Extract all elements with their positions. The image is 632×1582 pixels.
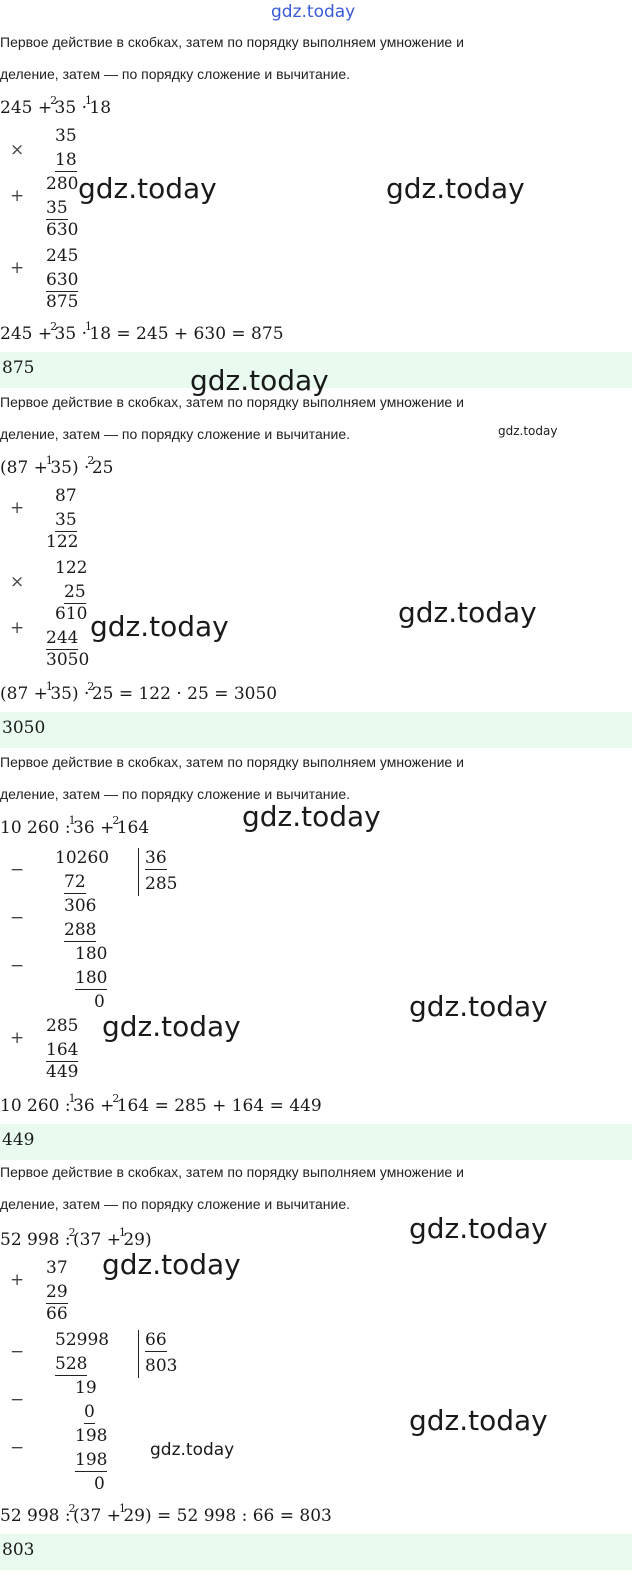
task1-answer: 875: [2, 358, 35, 378]
task1-mul-result: 630: [46, 220, 79, 240]
task4-expression: 52 998 :$^2$ (37 +$^1$ 29): [0, 1226, 152, 1250]
task3-rem-2: 180: [75, 944, 108, 964]
task4-rem-2: 198: [75, 1426, 108, 1446]
watermark: gdz.today: [102, 1010, 241, 1043]
rule-line-1: Первое действие в скобках, затем по порядку выполняем умножение и: [0, 394, 464, 410]
task1-mul-b: 18: [55, 150, 77, 170]
task4-minus-sign-2: −: [10, 1390, 25, 1410]
task4-minus-sign-1: −: [10, 1342, 25, 1362]
task3-final: 10 260 :$^1$ 36 +$^2$ 164 = 285 + 164 = 449: [0, 1092, 322, 1116]
task2-add-a: 87: [55, 486, 77, 506]
task1-plus-sign-1: +: [10, 186, 25, 206]
task3-minus-sign-2: −: [10, 908, 25, 928]
watermark: gdz.today: [398, 596, 537, 629]
task4-sub-3: 198: [75, 1450, 108, 1470]
task4-sub-1: 528: [55, 1354, 88, 1374]
task3-answer-box: [0, 1124, 632, 1160]
watermark: gdz.today: [90, 610, 229, 643]
rule-line-1: Первое действие в скобках, затем по порядку выполняем умножение и: [0, 754, 464, 770]
task3-rem-1: 306: [64, 896, 97, 916]
task4-add-b: 29: [46, 1282, 68, 1302]
task4-dividend: 52998: [55, 1330, 110, 1350]
task3-sub-2: 288: [64, 920, 97, 940]
task1-expression: 245 +$^2$ 35 ·$^1$ 18: [0, 94, 112, 118]
task3-sub-3: 180: [75, 968, 108, 988]
rule-line-1: Первое действие в скобках, затем по порядку выполняем умножение и: [0, 1164, 464, 1180]
task3-minus-sign-3: −: [10, 956, 25, 976]
rule-line-1: Первое действие в скобках, затем по порядку выполняем умножение и: [0, 34, 464, 50]
rule-line-2: деление, затем — по порядку сложение и вычитание.: [0, 786, 351, 802]
task2-mul-p2: 244: [46, 628, 79, 648]
task3-add-a: 285: [46, 1016, 79, 1036]
task4-add-result: 66: [46, 1304, 68, 1324]
task2-mul-p1: 610: [55, 604, 88, 624]
watermark-top: gdz.today: [271, 2, 356, 22]
task3-quotient: 285: [145, 874, 178, 894]
task4-rem-1: 19: [75, 1378, 97, 1398]
task1-mul-p2: 35: [46, 198, 68, 218]
task4-final: 52 998 :$^2$ (37 +$^1$ 29) = 52 998 : 66 = 803: [0, 1502, 332, 1526]
task3-division-bar: [138, 848, 139, 896]
watermark: gdz.today: [102, 1248, 241, 1281]
task1-mul-a: 35: [55, 126, 77, 146]
watermark: gdz.today: [78, 172, 217, 205]
task3-dividend: 10260: [55, 848, 110, 868]
task1-add-b: 630: [46, 270, 79, 290]
task3-minus-sign-1: −: [10, 860, 25, 880]
task3-add-result: 449: [46, 1062, 79, 1082]
task2-expression: (87 +$^1$ 35) ·$^2$ 25: [0, 454, 114, 478]
task2-mul-b: 25: [64, 582, 86, 602]
watermark: gdz.today: [409, 990, 548, 1023]
task3-remainder: 0: [94, 992, 105, 1012]
task1-times-sign: ×: [10, 140, 25, 160]
task4-quotient: 803: [145, 1356, 178, 1376]
rule-line-2: деление, затем — по порядку сложение и вычитание.: [0, 1196, 351, 1212]
task4-divisor: 66: [145, 1330, 167, 1350]
watermark: gdz.today: [409, 1212, 548, 1245]
task4-division-bar: [138, 1330, 139, 1378]
task3-add-b: 164: [46, 1040, 79, 1060]
watermark: gdz.today: [386, 172, 525, 205]
task2-answer-box: [0, 712, 632, 748]
task4-minus-sign-3: −: [10, 1438, 25, 1458]
task1-add-a: 245: [46, 246, 79, 266]
task4-answer: 803: [2, 1540, 35, 1560]
task1-mul-p1: 280: [46, 174, 79, 194]
watermark: gdz.today: [150, 1440, 235, 1460]
task2-final: (87 +$^1$ 35) ·$^2$ 25 = 122 · 25 = 3050: [0, 680, 278, 704]
task2-times-sign: ×: [10, 572, 25, 592]
task4-remainder: 0: [94, 1474, 105, 1494]
task2-mul-a: 122: [55, 558, 88, 578]
task3-plus-sign: +: [10, 1028, 25, 1048]
task1-add-result: 875: [46, 292, 79, 312]
task2-answer: 3050: [2, 718, 46, 738]
task3-expression: 10 260 :$^1$ 36 +$^2$ 164: [0, 814, 150, 838]
task2-add-result: 122: [46, 532, 79, 552]
task4-sub-2: 0: [84, 1402, 95, 1422]
task2-mul-result: 3050: [46, 650, 90, 670]
task2-plus-sign-2: +: [10, 618, 25, 638]
task4-plus-sign: +: [10, 1270, 25, 1290]
task1-plus-sign-2: +: [10, 258, 25, 278]
rule-line-2: деление, затем — по порядку сложение и вычитание.: [0, 66, 351, 82]
task2-add-b: 35: [55, 510, 77, 530]
rule-line-2: деление, затем — по порядку сложение и вычитание.: [0, 426, 351, 442]
task3-divisor: 36: [145, 848, 167, 868]
watermark: gdz.today: [409, 1404, 548, 1437]
task3-answer: 449: [2, 1130, 35, 1150]
watermark: gdz.today: [242, 800, 381, 833]
task4-add-a: 37: [46, 1258, 68, 1278]
watermark-small: gdz.today: [498, 424, 558, 438]
task4-answer-box: [0, 1534, 632, 1570]
task2-plus-sign-1: +: [10, 498, 25, 518]
task1-final: 245 +$^2$ 35 ·$^1$ 18 = 245 + 630 = 875: [0, 320, 284, 344]
task3-sub-1: 72: [64, 872, 86, 892]
watermark: gdz.today: [190, 364, 329, 397]
